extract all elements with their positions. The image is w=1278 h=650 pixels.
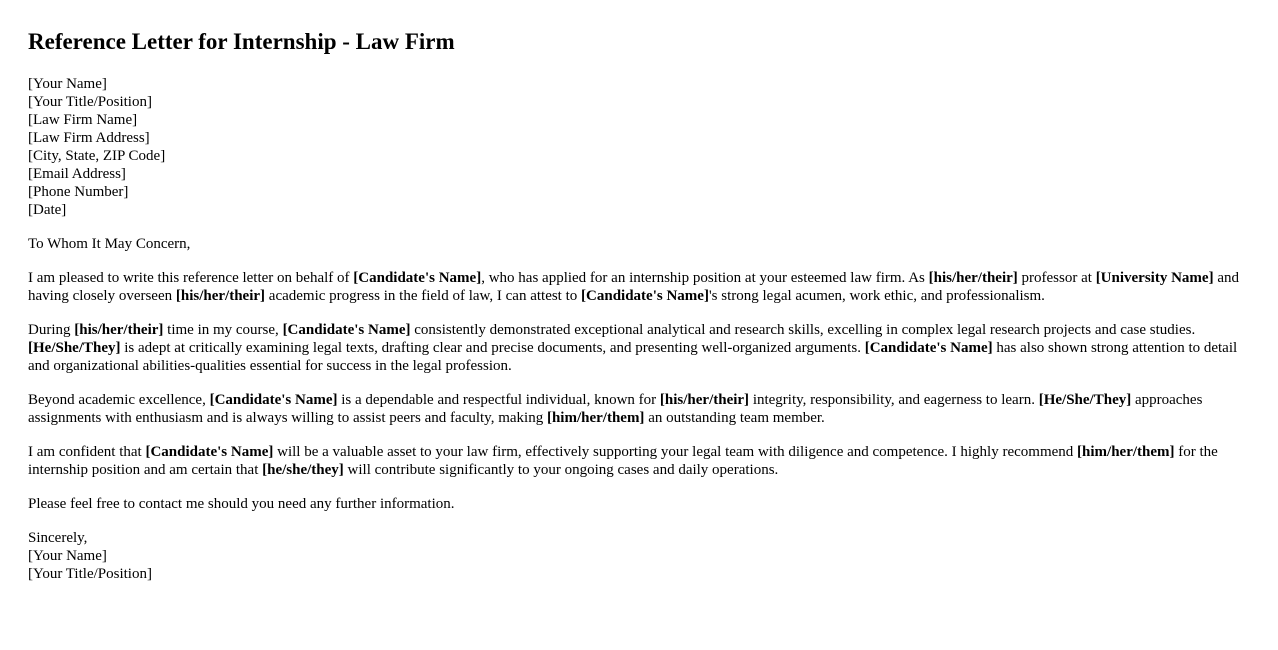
closing-block <box>28 529 1250 583</box>
sender-block <box>28 75 1250 219</box>
body-paragraph <box>28 269 1250 305</box>
salutation: To Whom It May Concern, <box>28 236 191 252</box>
placeholder-text: [his/her/their] <box>175 288 266 304</box>
paragraph-text: has also shown strong attention to detail and organizational abilities-qualities essential for success in the legal profession. <box>28 340 1238 374</box>
body-paragraph <box>28 495 1250 513</box>
closing-line: Sincerely, <box>28 530 88 546</box>
sender-line: [Date] <box>28 202 67 218</box>
paragraph-text: I am pleased to write this reference letter on behalf of <box>28 270 354 286</box>
paragraph-text: , who has applied for an internship position at your esteemed law firm. As <box>481 270 929 286</box>
sender-line: [City, State, ZIP Code] <box>28 148 166 164</box>
sender-line: [Law Firm Address] <box>28 130 150 146</box>
paragraph-text: Beyond academic excellence, <box>28 392 210 408</box>
sender-line: [Phone Number] <box>28 184 129 200</box>
paragraph-text: professor at <box>1017 270 1096 286</box>
placeholder-text: [He/She/They] <box>28 340 121 356</box>
body-paragraph <box>28 443 1250 479</box>
body-paragraph <box>28 321 1250 375</box>
paragraph-text: consistently demonstrated exceptional analytical and research skills, excelling in complex legal research projects and case studies. <box>410 322 1196 338</box>
placeholder-text: [He/She/They] <box>1038 392 1132 408</box>
sender-line: [Your Title/Position] <box>28 94 152 110</box>
paragraph-text: will contribute significantly to your ongoing cases and daily operations. <box>343 462 779 478</box>
paragraph-text: and having closely overseen <box>28 270 1239 304</box>
placeholder-text: [Candidate's Name] <box>353 270 482 286</box>
sender-line: [Law Firm Name] <box>28 112 138 128</box>
paragraph-text: I am confident that <box>28 444 146 460</box>
paragraph-text: an outstanding team member. <box>644 410 825 426</box>
paragraph-text: time in my course, <box>163 322 283 338</box>
paragraph-text: academic progress in the field of law, I can attest to <box>265 288 582 304</box>
sender-line: [Your Name] <box>28 76 107 92</box>
signature-name: [Your Name] <box>28 548 107 564</box>
paragraph-text: is a dependable and respectful individual, known for <box>337 392 660 408</box>
placeholder-text: [his/her/their] <box>74 322 164 338</box>
paragraph-text: is adept at critically examining legal texts, drafting clear and precise documents, and presenting well-organized arguments. <box>120 340 865 356</box>
paragraph-text: approaches assignments with enthusiasm and is always willing to assist peers and faculty, making <box>28 392 1203 426</box>
sender-line: [Email Address] <box>28 166 126 182</box>
placeholder-text: [he/she/they] <box>262 462 344 478</box>
placeholder-text: [Candidate's Name] <box>581 288 709 304</box>
signature-title: [Your Title/Position] <box>28 566 152 582</box>
page-title: Reference Letter for Internship - Law Firm <box>28 29 455 54</box>
paragraph-text: will be a valuable asset to your law firm, effectively supporting your legal team with diligence and competence. I highly recommend <box>273 444 1078 460</box>
paragraph-text: Please feel free to contact me should you need any further information. <box>28 496 455 512</box>
paragraph-text: for the internship position and am certain that <box>28 444 1218 478</box>
placeholder-text: [Candidate's Name] <box>864 340 993 356</box>
placeholder-text: [his/her/their] <box>659 392 750 408</box>
placeholder-text: [him/her/them] <box>546 410 645 426</box>
placeholder-text: [University Name] <box>1095 270 1214 286</box>
paragraph-text: 's strong legal acumen, work ethic, and professionalism. <box>708 288 1045 304</box>
body-paragraph <box>28 391 1250 427</box>
placeholder-text: [his/her/their] <box>928 270 1018 286</box>
placeholder-text: [Candidate's Name] <box>282 322 411 338</box>
letter-body <box>28 269 1250 513</box>
placeholder-text: [him/her/them] <box>1077 444 1175 460</box>
paragraph-text: During <box>28 322 75 338</box>
paragraph-text: integrity, responsibility, and eagerness to learn. <box>749 392 1039 408</box>
placeholder-text: [Candidate's Name] <box>209 392 338 408</box>
placeholder-text: [Candidate's Name] <box>145 444 274 460</box>
